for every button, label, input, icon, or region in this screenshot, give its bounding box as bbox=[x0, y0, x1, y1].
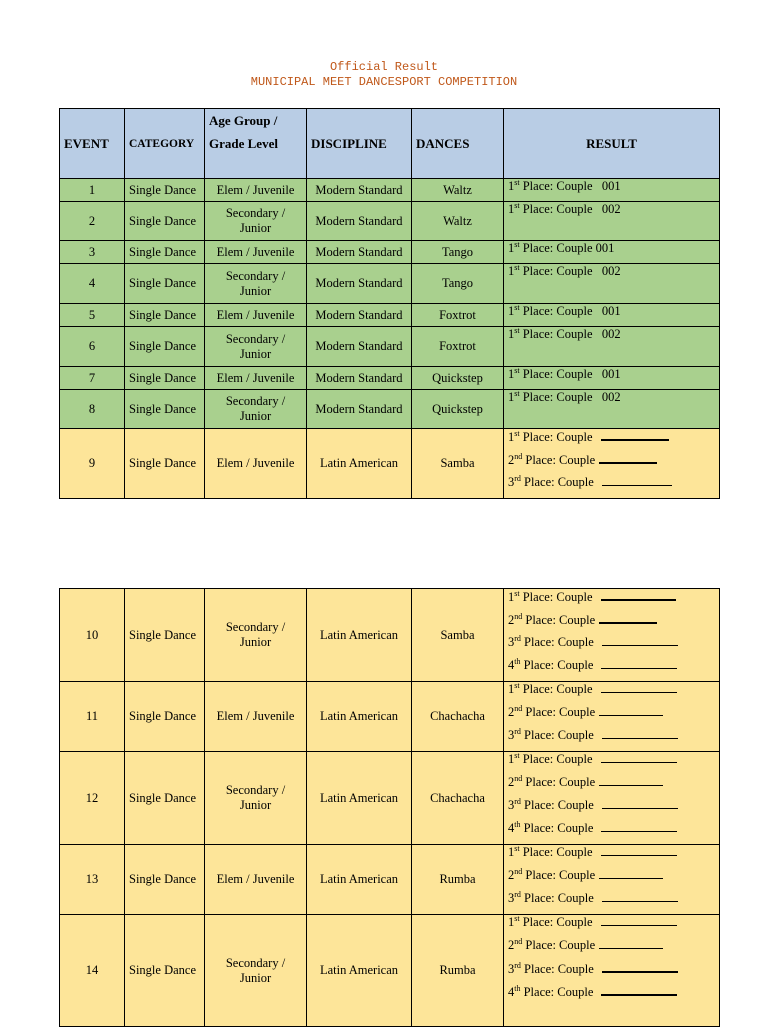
event-number: 5 bbox=[60, 304, 125, 327]
age-group-cell: Secondary / Junior bbox=[205, 264, 307, 304]
event-number: 8 bbox=[60, 390, 125, 429]
blank-line[interactable] bbox=[599, 868, 663, 879]
dance-cell: Chachacha bbox=[412, 682, 504, 752]
header-age-group bbox=[205, 109, 307, 179]
dance-cell: Samba bbox=[412, 429, 504, 499]
category-cell: Single Dance bbox=[125, 304, 205, 327]
blank-line[interactable] bbox=[599, 452, 657, 464]
dance-cell: Rumba bbox=[412, 845, 504, 915]
event-number: 3 bbox=[60, 241, 125, 264]
dance-cell: Foxtrot bbox=[412, 327, 504, 367]
place-2: 2nd Place: Couple bbox=[508, 938, 715, 961]
blank-line[interactable] bbox=[601, 984, 677, 996]
place-1: 1st Place: Couple 002 bbox=[508, 326, 621, 341]
result-cell bbox=[504, 241, 720, 264]
dance-cell: Quickstep bbox=[412, 390, 504, 429]
header-result: RESULT bbox=[504, 109, 720, 179]
result-cell bbox=[504, 327, 720, 367]
place-4: 4th Place: Couple bbox=[508, 658, 715, 681]
header-discipline: DISCIPLINE bbox=[307, 109, 412, 179]
place-3: 3rd Place: Couple bbox=[508, 635, 715, 658]
place-3: 3rd Place: Couple bbox=[508, 798, 715, 821]
dance-cell: Foxtrot bbox=[412, 304, 504, 327]
discipline-cell: Modern Standard bbox=[307, 179, 412, 202]
table-row bbox=[60, 179, 720, 202]
blank-line[interactable] bbox=[602, 798, 678, 809]
place-1: 1st Place: Couple 001 bbox=[508, 178, 621, 193]
category-cell: Single Dance bbox=[125, 264, 205, 304]
table-row bbox=[60, 367, 720, 390]
discipline-cell: Modern Standard bbox=[307, 327, 412, 367]
age-group-cell: Secondary / Junior bbox=[205, 390, 307, 429]
results-table-1 bbox=[59, 108, 720, 499]
blank-line[interactable] bbox=[602, 728, 678, 739]
discipline-cell: Latin American bbox=[307, 682, 412, 752]
blank-line[interactable] bbox=[601, 682, 677, 693]
age-group-cell: Elem / Juvenile bbox=[205, 367, 307, 390]
category-cell: Single Dance bbox=[125, 241, 205, 264]
blank-line[interactable] bbox=[602, 475, 672, 486]
couple-number: 002 bbox=[601, 327, 621, 341]
age-group-cell: Elem / Juvenile bbox=[205, 179, 307, 202]
discipline-cell: Modern Standard bbox=[307, 390, 412, 429]
event-number: 1 bbox=[60, 179, 125, 202]
age-group-cell: Elem / Juvenile bbox=[205, 429, 307, 499]
blank-line[interactable] bbox=[601, 915, 677, 926]
header-category: CATEGORY bbox=[125, 109, 205, 179]
table-row bbox=[60, 390, 720, 429]
blank-line[interactable] bbox=[601, 589, 676, 601]
result-cell bbox=[504, 429, 720, 499]
category-cell: Single Dance bbox=[125, 367, 205, 390]
blank-line[interactable] bbox=[599, 705, 663, 716]
place-1: 1st Place: Couple bbox=[508, 682, 715, 705]
category-cell: Single Dance bbox=[125, 915, 205, 1027]
header-dances: DANCES bbox=[412, 109, 504, 179]
place-4: 4th Place: Couple bbox=[508, 984, 715, 1007]
place-4: 4th Place: Couple bbox=[508, 821, 715, 844]
category-cell: Single Dance bbox=[125, 327, 205, 367]
category-cell: Single Dance bbox=[125, 682, 205, 752]
category-cell: Single Dance bbox=[125, 429, 205, 499]
header-age-line1: Age Group / bbox=[209, 113, 278, 128]
table-row bbox=[60, 264, 720, 304]
place-1: 1st Place: Couple bbox=[508, 915, 715, 938]
table-row bbox=[60, 327, 720, 367]
result-cell bbox=[504, 845, 720, 915]
event-number: 7 bbox=[60, 367, 125, 390]
table-row bbox=[60, 202, 720, 241]
blank-line[interactable] bbox=[601, 752, 677, 763]
event-number: 2 bbox=[60, 202, 125, 241]
result-cell bbox=[504, 682, 720, 752]
document-title: Official Result bbox=[329, 60, 439, 74]
table-row bbox=[60, 915, 720, 1027]
age-group-cell: Secondary / Junior bbox=[205, 915, 307, 1027]
header-event: EVENT bbox=[60, 109, 125, 179]
discipline-cell: Modern Standard bbox=[307, 241, 412, 264]
discipline-cell: Latin American bbox=[307, 429, 412, 499]
event-number: 6 bbox=[60, 327, 125, 367]
place-2: 2nd Place: Couple bbox=[508, 705, 715, 728]
age-group-cell: Elem / Juvenile bbox=[205, 241, 307, 264]
category-cell: Single Dance bbox=[125, 752, 205, 845]
couple-number: 002 bbox=[601, 390, 621, 404]
place-3: 3rd Place: Couple bbox=[508, 475, 715, 498]
dance-cell: Quickstep bbox=[412, 367, 504, 390]
result-cell bbox=[504, 179, 720, 202]
blank-line[interactable] bbox=[602, 635, 678, 646]
dance-cell: Chachacha bbox=[412, 752, 504, 845]
discipline-cell: Latin American bbox=[307, 589, 412, 682]
discipline-cell: Modern Standard bbox=[307, 304, 412, 327]
table-row bbox=[60, 429, 720, 499]
place-1: 1st Place: Couple bbox=[508, 845, 715, 868]
place-1: 1st Place: Couple 001 bbox=[508, 240, 615, 255]
result-cell bbox=[504, 589, 720, 682]
category-cell: Single Dance bbox=[125, 589, 205, 682]
blank-line[interactable] bbox=[601, 821, 677, 832]
blank-line[interactable] bbox=[602, 891, 678, 902]
result-cell bbox=[504, 367, 720, 390]
place-1: 1st Place: Couple bbox=[508, 429, 715, 452]
result-cell bbox=[504, 752, 720, 845]
dance-cell: Samba bbox=[412, 589, 504, 682]
place-2: 2nd Place: Couple bbox=[508, 452, 715, 475]
blank-line[interactable] bbox=[601, 658, 677, 669]
event-number: 13 bbox=[60, 845, 125, 915]
place-3: 3rd Place: Couple bbox=[508, 961, 715, 984]
table-row bbox=[60, 241, 720, 264]
place-1: 1st Place: Couple bbox=[508, 589, 715, 612]
event-number: 12 bbox=[60, 752, 125, 845]
document-subtitle: MUNICIPAL MEET DANCESPORT COMPETITION bbox=[250, 75, 518, 89]
result-cell bbox=[504, 390, 720, 429]
couple-number: 001 bbox=[601, 179, 621, 193]
place-1: 1st Place: Couple 002 bbox=[508, 389, 621, 404]
result-cell bbox=[504, 304, 720, 327]
results-table-2 bbox=[59, 588, 720, 1027]
age-group-cell: Secondary / Junior bbox=[205, 327, 307, 367]
table-row bbox=[60, 752, 720, 845]
dance-cell: Waltz bbox=[412, 202, 504, 241]
couple-number: 002 bbox=[601, 264, 621, 278]
event-number: 4 bbox=[60, 264, 125, 304]
event-number: 9 bbox=[60, 429, 125, 499]
place-1: 1st Place: Couple bbox=[508, 752, 715, 775]
age-group-cell: Elem / Juvenile bbox=[205, 682, 307, 752]
header-age-line2: Grade Level bbox=[209, 136, 278, 151]
dance-cell: Rumba bbox=[412, 915, 504, 1027]
category-cell: Single Dance bbox=[125, 179, 205, 202]
age-group-cell: Secondary / Junior bbox=[205, 202, 307, 241]
blank-line[interactable] bbox=[599, 938, 663, 949]
category-cell: Single Dance bbox=[125, 845, 205, 915]
place-1: 1st Place: Couple 002 bbox=[508, 263, 621, 278]
discipline-cell: Latin American bbox=[307, 845, 412, 915]
event-number: 14 bbox=[60, 915, 125, 1027]
discipline-cell: Modern Standard bbox=[307, 264, 412, 304]
result-cell bbox=[504, 264, 720, 304]
couple-number: 001 bbox=[601, 367, 621, 381]
age-group-cell: Elem / Juvenile bbox=[205, 304, 307, 327]
header-row bbox=[60, 109, 720, 179]
place-1: 1st Place: Couple 001 bbox=[508, 303, 621, 318]
blank-line[interactable] bbox=[599, 775, 663, 786]
discipline-cell: Latin American bbox=[307, 915, 412, 1027]
category-cell: Single Dance bbox=[125, 390, 205, 429]
blank-line[interactable] bbox=[599, 612, 657, 624]
blank-line[interactable] bbox=[601, 429, 669, 441]
age-group-cell: Secondary / Junior bbox=[205, 589, 307, 682]
couple-number: 001 bbox=[595, 241, 615, 255]
place-3: 3rd Place: Couple bbox=[508, 891, 715, 914]
couple-number: 001 bbox=[601, 304, 621, 318]
result-cell bbox=[504, 915, 720, 1027]
table-row bbox=[60, 682, 720, 752]
table-row bbox=[60, 589, 720, 682]
dance-cell: Waltz bbox=[412, 179, 504, 202]
dance-cell: Tango bbox=[412, 264, 504, 304]
table-row bbox=[60, 845, 720, 915]
age-group-cell: Secondary / Junior bbox=[205, 752, 307, 845]
event-number: 11 bbox=[60, 682, 125, 752]
dance-cell: Tango bbox=[412, 241, 504, 264]
category-cell: Single Dance bbox=[125, 202, 205, 241]
discipline-cell: Modern Standard bbox=[307, 367, 412, 390]
event-number: 10 bbox=[60, 589, 125, 682]
discipline-cell: Modern Standard bbox=[307, 202, 412, 241]
result-cell bbox=[504, 202, 720, 241]
place-1: 1st Place: Couple 002 bbox=[508, 201, 621, 216]
place-3: 3rd Place: Couple bbox=[508, 728, 715, 751]
place-2: 2nd Place: Couple bbox=[508, 612, 715, 635]
blank-line[interactable] bbox=[601, 845, 677, 856]
couple-number: 002 bbox=[601, 202, 621, 216]
place-1: 1st Place: Couple 001 bbox=[508, 366, 621, 381]
place-2: 2nd Place: Couple bbox=[508, 775, 715, 798]
table-row bbox=[60, 304, 720, 327]
blank-line[interactable] bbox=[602, 961, 678, 973]
discipline-cell: Latin American bbox=[307, 752, 412, 845]
place-2: 2nd Place: Couple bbox=[508, 868, 715, 891]
age-group-cell: Elem / Juvenile bbox=[205, 845, 307, 915]
